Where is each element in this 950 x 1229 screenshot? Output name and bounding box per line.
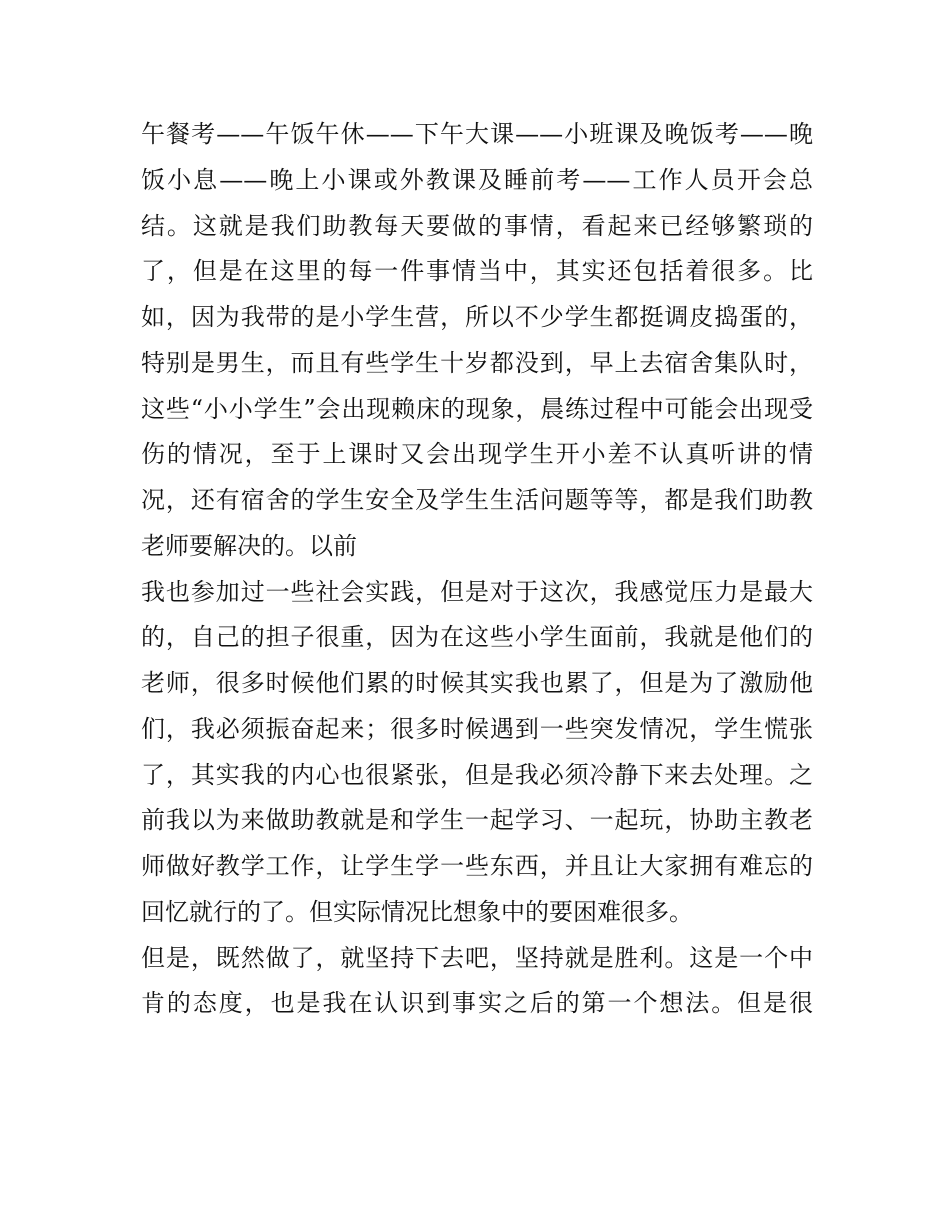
text-line: 伤的情况，至于上课时又会出现学生开小差不认真听讲的情 xyxy=(141,440,813,469)
text-line: 这些“小小学生”会出现赖床的现象，晨练过程中可能会出现受 xyxy=(141,394,813,423)
text-line: 我也参加过一些社会实践，但是对于这次，我感觉压力是最大 xyxy=(141,577,813,606)
text-line: 但是，既然做了，就坚持下去吧，坚持就是胜利。这是一个中 xyxy=(141,943,813,972)
text-line: 况，还有宿舍的学生安全及学生生活问题等等，都是我们助教 xyxy=(141,486,813,514)
text-line: 特别是男生，而且有些学生十岁都没到，早上去宿舍集队时， xyxy=(141,348,813,377)
text-line: 了，但是在这里的每一件事情当中，其实还包括着很多。比 xyxy=(141,257,813,286)
text-line: 肯的态度，也是我在认识到事实之后的第一个想法。但是很 xyxy=(141,989,813,1018)
text-line: 老师要解决的。以前 xyxy=(141,531,357,560)
text-line: 师做好教学工作，让学生学一些东西，并且让大家拥有难忘的 xyxy=(141,852,813,880)
text-line: 午餐考——午饭午休——下午大课——小班课及晚饭考——晚 xyxy=(141,120,813,148)
text-line: 前我以为来做助教就是和学生一起学习、一起玩，协助主教老 xyxy=(141,806,813,835)
document-body-text xyxy=(141,112,813,1027)
text-line: 结。这就是我们助教每天要做的事情，看起来已经够繁琐的 xyxy=(141,211,813,240)
text-line: 了，其实我的内心也很紧张，但是我必须冷静下来去处理。之 xyxy=(141,760,813,789)
text-line: 如，因为我带的是小学生营，所以不少学生都挺调皮捣蛋的， xyxy=(141,303,813,331)
text-line: 的，自己的担子很重，因为在这些小学生面前，我就是他们的 xyxy=(141,623,813,652)
text-line: 老师，很多时候他们累的时候其实我也累了，但是为了激励他 xyxy=(141,669,813,697)
text-line: 回忆就行的了。但实际情况比想象中的要困难很多。 xyxy=(141,897,693,926)
text-line: 饭小息——晚上小课或外教课及睡前考——工作人员开会总 xyxy=(141,165,813,194)
text-line: 们，我必须振奋起来；很多时候遇到一些突发情况，学生慌张 xyxy=(141,714,813,743)
